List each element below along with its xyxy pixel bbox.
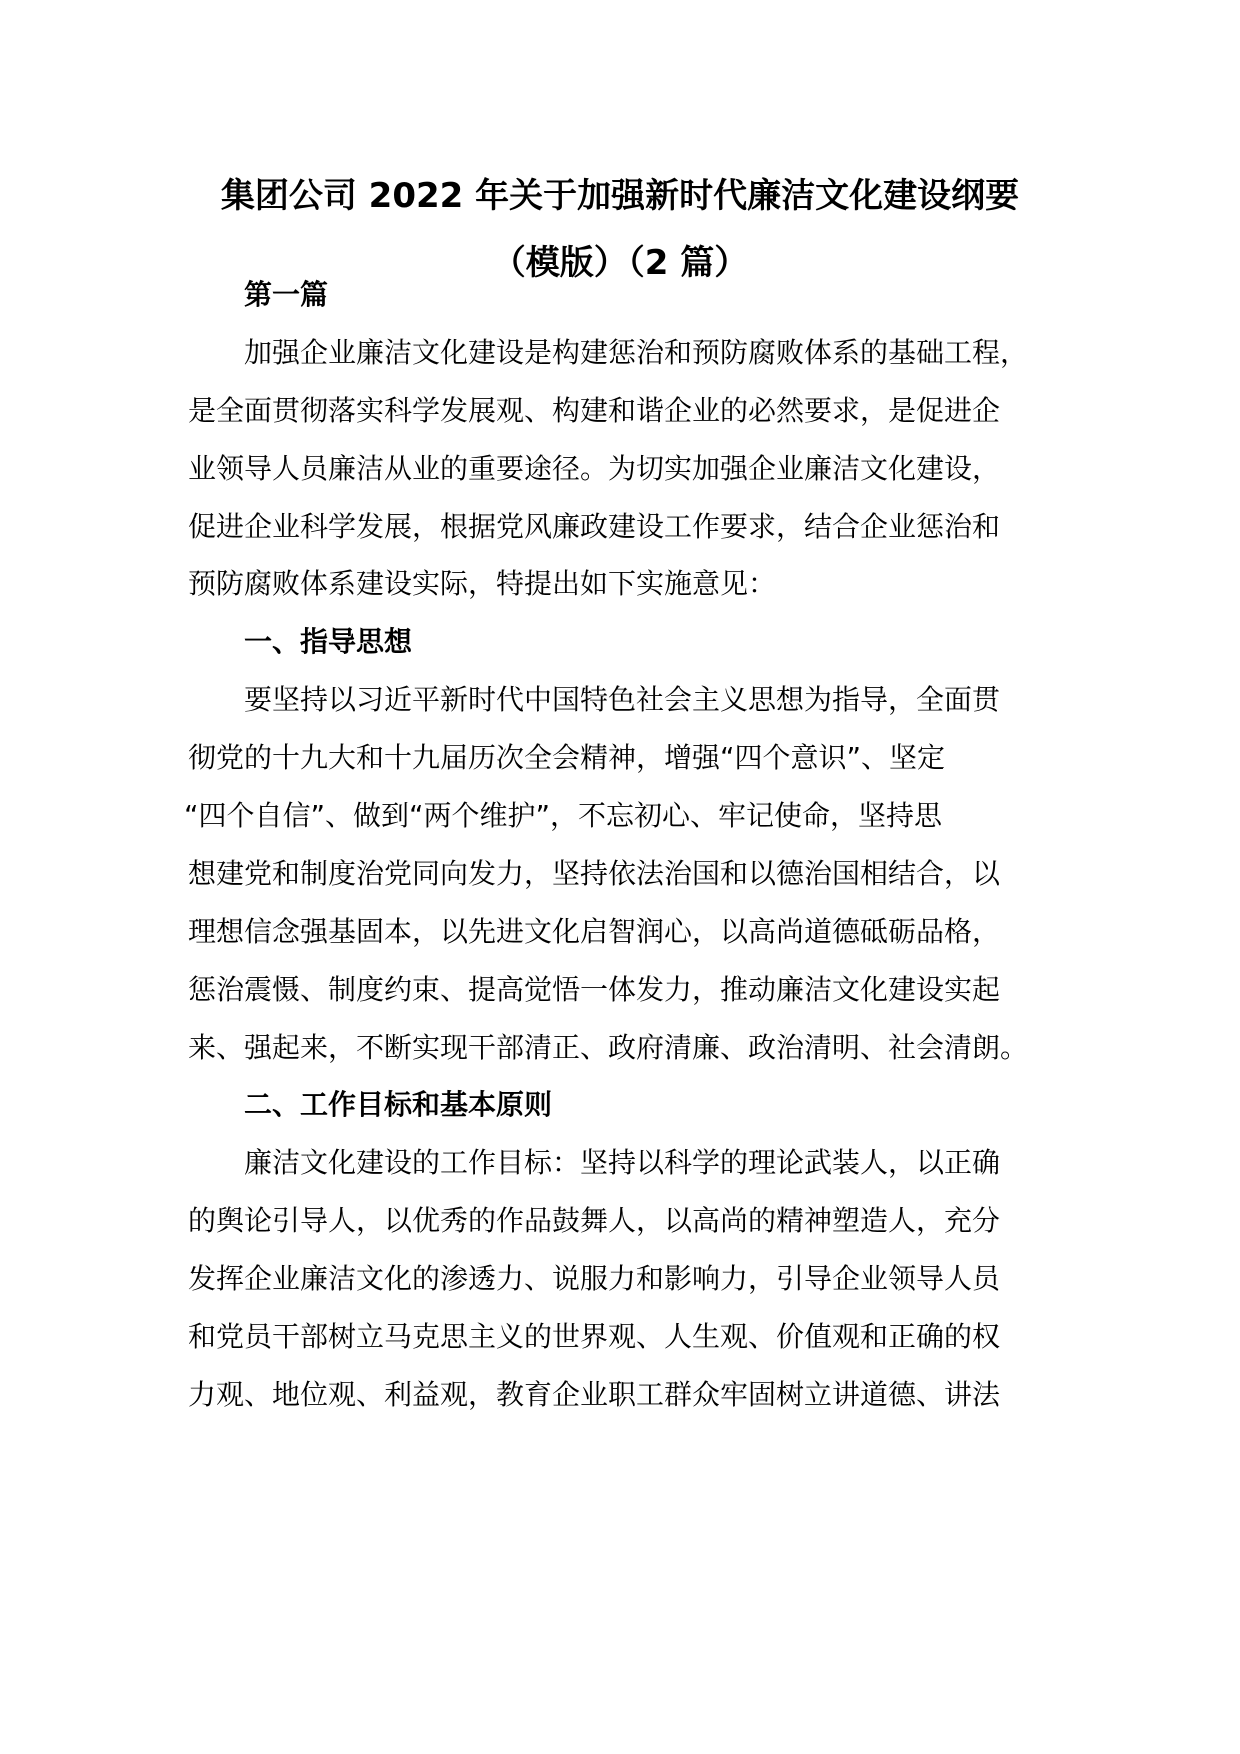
document-title-line2: （模版）（2 篇） <box>491 243 749 283</box>
paragraph-line: 的舆论引导人，以优秀的作品鼓舞人，以高尚的精神塑造人，充分 <box>188 1204 1001 1237</box>
part-heading: 第一篇 <box>244 278 329 311</box>
paragraph-line: 来、强起来，不断实现干部清正、政府清廉、政治清明、社会清朗。 <box>188 1031 1029 1064</box>
paragraph-line: 加强企业廉洁文化建设是构建惩治和预防腐败体系的基础工程， <box>244 336 1029 369</box>
paragraph-line: 力观、地位观、利益观，教育企业职工群众牢固树立讲道德、讲法 <box>188 1378 1001 1411</box>
paragraph-line: 彻党的十九大和十九届历次全会精神，增强“四个意识”、坚定 <box>188 741 946 774</box>
paragraph-line: 要坚持以习近平新时代中国特色社会主义思想为指导，全面贯 <box>244 683 1001 716</box>
paragraph-line: 促进企业科学发展，根据党风廉政建设工作要求，结合企业惩治和 <box>188 510 1001 543</box>
paragraph-line: 是全面贯彻落实科学发展观、构建和谐企业的必然要求，是促进企 <box>188 394 1001 427</box>
paragraph-line: “四个自信”、做到“两个维护”，不忘初心、牢记使命，坚持思 <box>184 799 943 832</box>
paragraph-line: 和党员干部树立马克思主义的世界观、人生观、价值观和正确的权 <box>188 1320 1001 1353</box>
section-heading-2: 二、工作目标和基本原则 <box>244 1088 553 1121</box>
paragraph-line: 发挥企业廉洁文化的渗透力、说服力和影响力，引导企业领导人员 <box>188 1262 1001 1295</box>
paragraph-line: 理想信念强基固本，以先进文化启智润心，以高尚道德砥砺品格， <box>188 915 1001 948</box>
paragraph-line: 惩治震慑、制度约束、提高觉悟一体发力，推动廉洁文化建设实起 <box>188 973 1001 1006</box>
paragraph-line: 业领导人员廉洁从业的重要途径。为切实加强企业廉洁文化建设， <box>188 452 1001 485</box>
section-heading-1: 一、指导思想 <box>244 625 413 658</box>
document-title-line1: 集团公司 2022 年关于加强新时代廉洁文化建设纲要 <box>220 176 1020 216</box>
paragraph-line: 想建党和制度治党同向发力，坚持依法治国和以德治国相结合，以 <box>188 857 1001 890</box>
paragraph-line: 廉洁文化建设的工作目标：坚持以科学的理论武装人，以正确 <box>244 1146 1001 1179</box>
paragraph-line: 预防腐败体系建设实际，特提出如下实施意见： <box>188 567 777 600</box>
